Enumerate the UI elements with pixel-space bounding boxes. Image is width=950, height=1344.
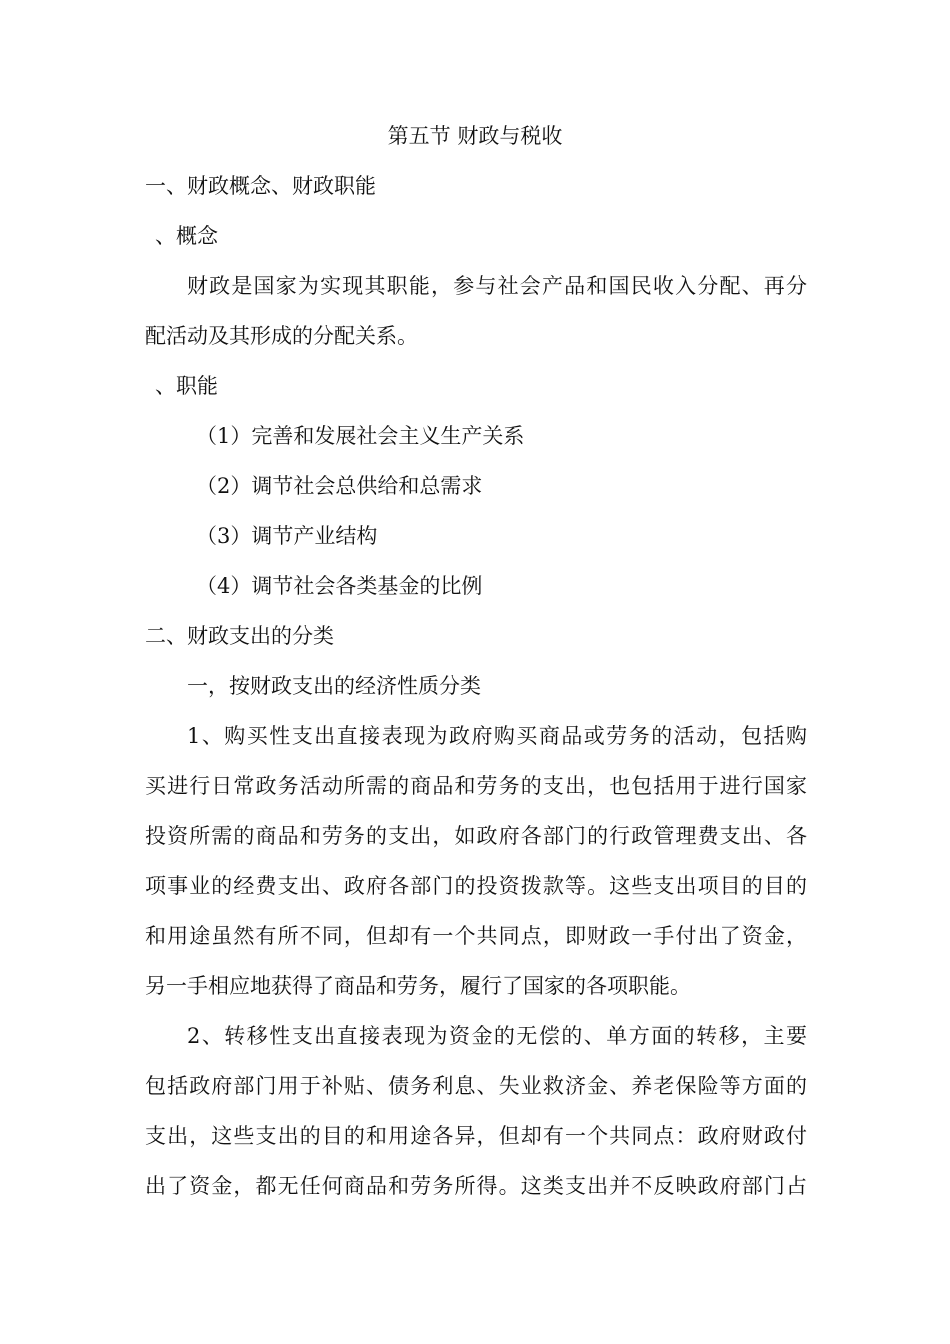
subsection-heading-1: 一，按财政支出的经济性质分类 (187, 674, 481, 698)
para2-line-4: 出了资金，都无任何商品和劳务所得。这类支出并不反映政府部门占 (145, 1174, 807, 1198)
functions-heading: 、职能 (155, 374, 218, 398)
para1-line-4: 项事业的经费支出、政府各部门的投资拨款等。这些支出项目的目的 (145, 874, 807, 898)
para2-line-2: 包括政府部门用于补贴、债务利息、失业救济金、养老保险等方面的 (145, 1074, 807, 1098)
para1-line-2: 买进行日常政务活动所需的商品和劳务的支出，也包括用于进行国家 (145, 774, 807, 798)
concept-line-1: 财政是国家为实现其职能，参与社会产品和国民收入分配、再分 (187, 274, 807, 298)
para1-line-6: 另一手相应地获得了商品和劳务，履行了国家的各项职能。 (145, 974, 691, 998)
section-heading-2: 二、财政支出的分类 (145, 624, 334, 648)
para2-line-1: 2、转移性支出直接表现为资金的无偿的、单方面的转移，主要 (187, 1024, 807, 1048)
page-title: 第五节 财政与税收 (387, 124, 563, 148)
section-heading-1: 一、财政概念、财政职能 (145, 174, 376, 198)
para1-line-3: 投资所需的商品和劳务的支出，如政府各部门的行政管理费支出、各 (145, 824, 807, 848)
function-item-1: （1）完善和发展社会主义生产关系 (196, 424, 525, 448)
function-item-2: （2）调节社会总供给和总需求 (196, 474, 483, 498)
para1-line-1: 1、购买性支出直接表现为政府购买商品或劳务的活动，包括购 (187, 724, 807, 748)
concept-line-2: 配活动及其形成的分配关系。 (145, 324, 418, 348)
para1-line-5: 和用途虽然有所不同，但却有一个共同点，即财政一手付出了资金， (145, 924, 807, 948)
function-item-3: （3）调节产业结构 (196, 524, 378, 548)
function-item-4: （4）调节社会各类基金的比例 (196, 574, 483, 598)
concept-heading: 、概念 (155, 224, 218, 248)
para2-line-3: 支出，这些支出的目的和用途各异，但却有一个共同点：政府财政付 (145, 1124, 807, 1148)
